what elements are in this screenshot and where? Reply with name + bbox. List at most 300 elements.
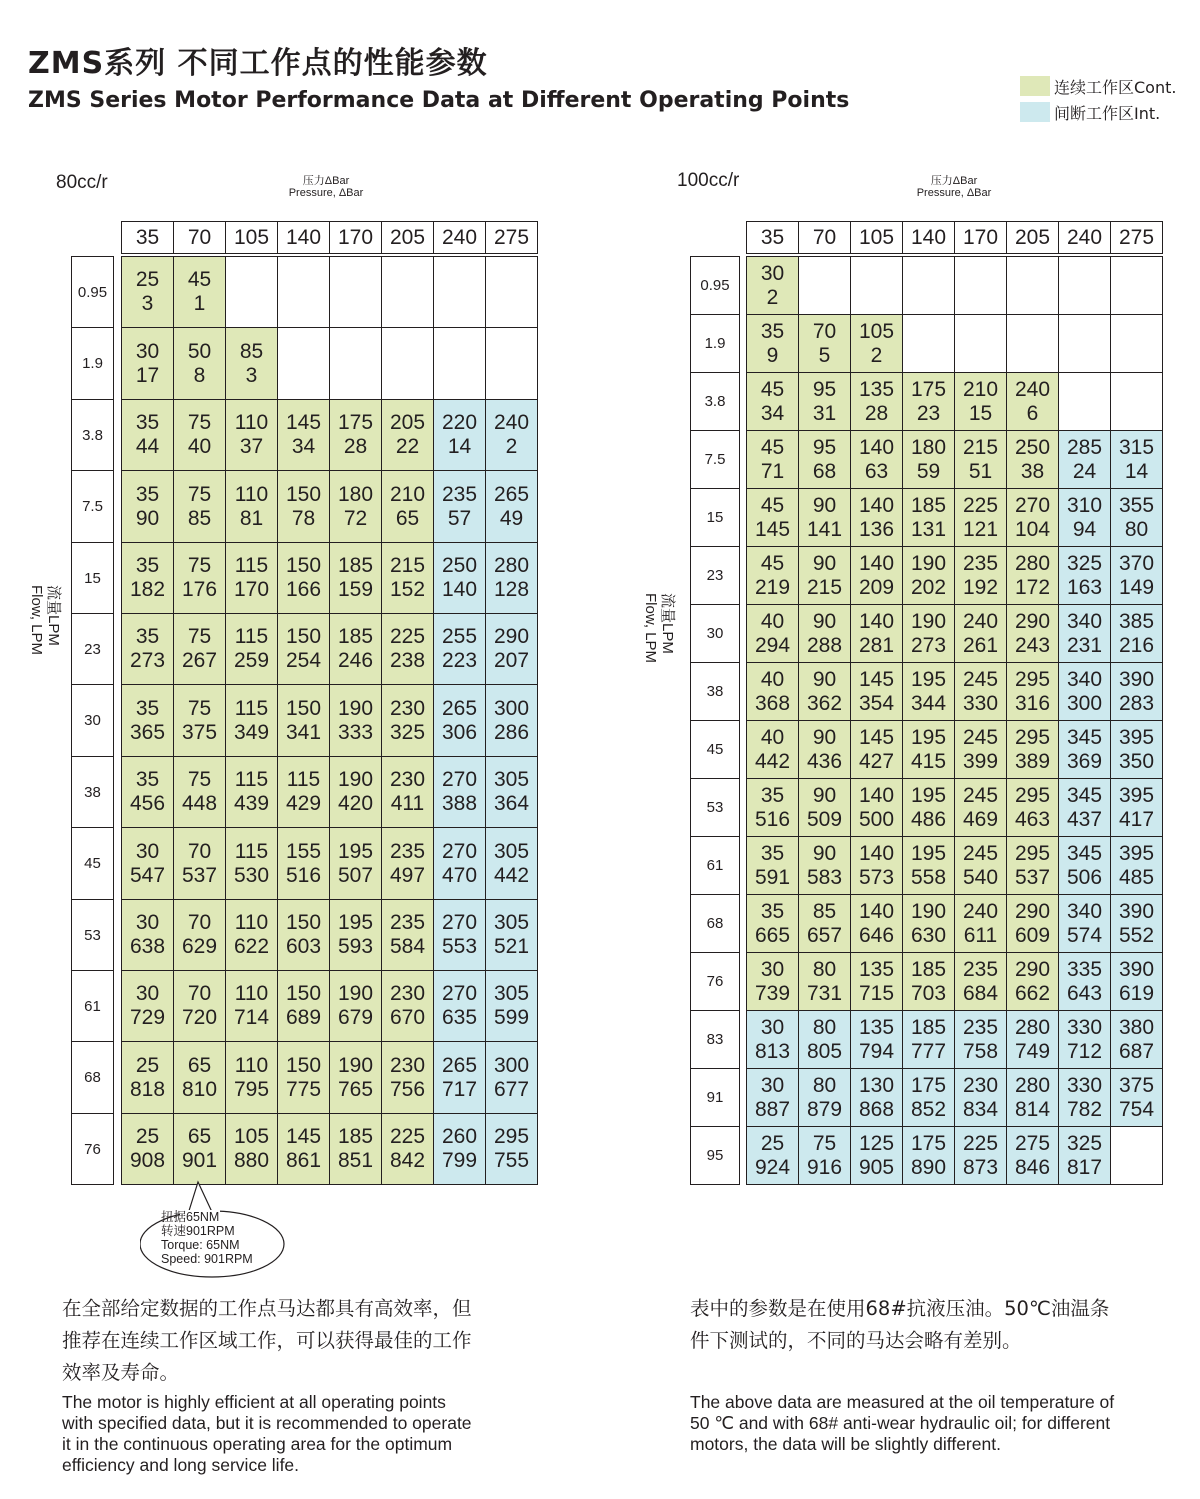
speed-value: 754 bbox=[1118, 1097, 1155, 1121]
torque-value: 150 bbox=[285, 1053, 322, 1077]
flow-row-header: 30 bbox=[690, 604, 740, 663]
operating-point-cell bbox=[1006, 1068, 1059, 1127]
torque-value: 65 bbox=[187, 1125, 212, 1148]
torque-value: 245 bbox=[962, 783, 999, 807]
torque-value: 175 bbox=[910, 1131, 947, 1155]
speed-value: 2 bbox=[505, 435, 518, 458]
torque-value: 270 bbox=[441, 982, 478, 1005]
speed-value: 537 bbox=[181, 863, 218, 887]
operating-point-cell bbox=[1110, 372, 1163, 431]
speed-value: 670 bbox=[389, 1006, 426, 1029]
torque-value: 40 bbox=[760, 725, 785, 749]
flow-row-header: 15 bbox=[690, 488, 740, 547]
speed-value: 207 bbox=[493, 649, 530, 672]
speed-value: 294 bbox=[754, 633, 791, 657]
speed-value: 286 bbox=[493, 720, 530, 744]
operating-point-cell bbox=[798, 488, 851, 547]
speed-value: 635 bbox=[441, 1006, 478, 1029]
operating-point-cell bbox=[902, 604, 955, 663]
speed-value: 415 bbox=[910, 749, 947, 773]
operating-point-cell bbox=[902, 256, 955, 315]
speed-value: 712 bbox=[1066, 1039, 1103, 1063]
operating-point-cell bbox=[381, 470, 434, 543]
torque-value: 335 bbox=[1066, 957, 1103, 981]
speed-value: 584 bbox=[389, 935, 426, 958]
torque-value: 145 bbox=[285, 1125, 322, 1148]
page-title-cn: ZMS系列 不同工作点的性能参数 bbox=[28, 46, 488, 81]
torque-value: 185 bbox=[910, 957, 947, 981]
torque-value: 35 bbox=[760, 319, 785, 343]
torque-value: 95 bbox=[812, 377, 837, 401]
speed-value: 140 bbox=[441, 578, 478, 601]
torque-value: 35 bbox=[135, 411, 160, 434]
operating-point-cell bbox=[746, 1068, 799, 1127]
speed-value: 172 bbox=[1014, 575, 1051, 599]
speed-value: 85 bbox=[187, 506, 212, 530]
speed-value: 558 bbox=[910, 865, 947, 889]
speed-value: 456 bbox=[129, 792, 166, 815]
operating-point-cell bbox=[277, 256, 330, 328]
speed-value: 643 bbox=[1066, 981, 1103, 1005]
operating-point-cell bbox=[1006, 256, 1059, 315]
speed-value: 622 bbox=[233, 935, 270, 958]
operating-point-cell bbox=[1110, 256, 1163, 315]
speed-value: 638 bbox=[129, 935, 166, 958]
callout-torque-cn: 扭据65NM bbox=[161, 1210, 220, 1224]
operating-point-cell bbox=[277, 684, 330, 757]
torque-value: 290 bbox=[1014, 609, 1051, 633]
speed-value: 521 bbox=[493, 935, 530, 958]
torque-value: 75 bbox=[187, 625, 212, 648]
torque-value: 190 bbox=[910, 551, 947, 575]
flow-row-header: 45 bbox=[690, 720, 740, 779]
torque-value: 90 bbox=[812, 667, 837, 691]
torque-value: 265 bbox=[441, 696, 478, 720]
torque-value: 220 bbox=[441, 411, 478, 434]
operating-point-cell bbox=[277, 756, 330, 828]
torque-value: 305 bbox=[493, 768, 530, 791]
operating-point-cell bbox=[902, 430, 955, 489]
speed-value: 794 bbox=[858, 1039, 895, 1063]
torque-value: 140 bbox=[858, 783, 895, 807]
speed-value: 777 bbox=[910, 1039, 947, 1063]
torque-value: 330 bbox=[1066, 1073, 1103, 1097]
torque-value: 150 bbox=[285, 482, 322, 506]
torque-value: 45 bbox=[760, 377, 785, 401]
speed-value: 219 bbox=[754, 575, 791, 599]
torque-value: 125 bbox=[858, 1131, 895, 1155]
flow-row-header: 76 bbox=[71, 1113, 114, 1185]
torque-value: 140 bbox=[858, 551, 895, 575]
torque-value: 35 bbox=[135, 554, 160, 577]
torque-value: 230 bbox=[962, 1073, 999, 1097]
speed-value: 609 bbox=[1014, 923, 1051, 947]
table-100-displacement: 100cc/r bbox=[677, 170, 740, 191]
operating-point-cell bbox=[1110, 1068, 1163, 1127]
speed-value: 209 bbox=[858, 575, 895, 599]
torque-value: 295 bbox=[1014, 667, 1051, 691]
speed-value: 141 bbox=[806, 517, 843, 541]
torque-value: 135 bbox=[858, 377, 895, 401]
operating-point-cell bbox=[1006, 662, 1059, 721]
speed-value: 924 bbox=[754, 1155, 791, 1179]
torque-value: 265 bbox=[441, 1053, 478, 1077]
torque-value: 35 bbox=[760, 783, 785, 807]
operating-point-cell bbox=[121, 542, 174, 614]
operating-point-cell bbox=[798, 1010, 851, 1069]
torque-value: 390 bbox=[1118, 899, 1155, 923]
speed-value: 905 bbox=[858, 1155, 895, 1179]
operating-point-cell bbox=[850, 604, 903, 663]
torque-value: 345 bbox=[1066, 725, 1103, 749]
operating-point-cell bbox=[485, 827, 538, 900]
callout-torque-en: Torque: 65NM bbox=[161, 1238, 240, 1252]
torque-value: 190 bbox=[337, 768, 374, 791]
operating-point-cell bbox=[329, 899, 382, 971]
speed-value: 537 bbox=[1014, 865, 1051, 889]
operating-point-cell bbox=[277, 827, 330, 900]
flow-row-header: 83 bbox=[690, 1010, 740, 1069]
operating-point-cell bbox=[1110, 314, 1163, 373]
operating-point-cell bbox=[1006, 488, 1059, 547]
torque-value: 265 bbox=[493, 482, 530, 506]
torque-value: 290 bbox=[1014, 899, 1051, 923]
torque-value: 70 bbox=[812, 319, 837, 343]
torque-value: 305 bbox=[493, 982, 530, 1005]
torque-value: 45 bbox=[187, 268, 212, 291]
operating-point-cell bbox=[485, 899, 538, 971]
speed-value: 677 bbox=[493, 1077, 530, 1101]
operating-point-cell bbox=[954, 372, 1007, 431]
torque-value: 145 bbox=[858, 667, 895, 691]
torque-value: 85 bbox=[239, 339, 264, 363]
note-right-cn bbox=[690, 1293, 1109, 1357]
speed-value: 662 bbox=[1014, 981, 1051, 1005]
legend-continuous bbox=[1020, 76, 1176, 96]
torque-value: 345 bbox=[1066, 841, 1103, 865]
speed-value: 553 bbox=[441, 935, 478, 958]
torque-value: 235 bbox=[962, 1015, 999, 1039]
pressure-header-cell: 105 bbox=[225, 221, 278, 254]
operating-point-cell bbox=[798, 952, 851, 1011]
operating-point-cell bbox=[225, 613, 278, 685]
operating-point-cell bbox=[850, 488, 903, 547]
speed-value: 679 bbox=[337, 1006, 374, 1029]
operating-point-cell bbox=[850, 720, 903, 779]
speed-value: 121 bbox=[962, 517, 999, 541]
operating-point-cell bbox=[433, 899, 486, 971]
speed-value: 756 bbox=[389, 1077, 426, 1101]
speed-value: 283 bbox=[1118, 691, 1155, 715]
torque-value: 110 bbox=[234, 982, 269, 1005]
torque-value: 90 bbox=[812, 841, 837, 865]
speed-value: 851 bbox=[337, 1149, 374, 1172]
torque-value: 370 bbox=[1118, 551, 1155, 575]
torque-value: 305 bbox=[493, 839, 530, 863]
legend-intermittent bbox=[1020, 102, 1160, 122]
torque-value: 30 bbox=[760, 261, 785, 285]
speed-value: 758 bbox=[962, 1039, 999, 1063]
speed-value: 890 bbox=[910, 1155, 947, 1179]
operating-point-cell bbox=[381, 327, 434, 400]
pressure-header-cell: 275 bbox=[1110, 221, 1163, 254]
flow-row-header: 95 bbox=[690, 1126, 740, 1185]
note-left-cn-line: 推荐在连续工作区域工作，可以获得最佳的工作 bbox=[62, 1329, 472, 1352]
torque-value: 25 bbox=[135, 268, 160, 291]
operating-point-cell bbox=[329, 1113, 382, 1185]
operating-point-cell bbox=[485, 684, 538, 757]
torque-value: 295 bbox=[493, 1125, 530, 1148]
torque-value: 395 bbox=[1118, 725, 1155, 749]
speed-value: 38 bbox=[1020, 459, 1045, 483]
speed-value: 104 bbox=[1014, 517, 1051, 541]
operating-point-cell bbox=[850, 256, 903, 315]
flow-row-header: 76 bbox=[690, 952, 740, 1011]
operating-point-cell bbox=[746, 488, 799, 547]
torque-value: 235 bbox=[389, 839, 426, 863]
operating-point-cell bbox=[381, 756, 434, 828]
operating-point-cell bbox=[225, 256, 278, 328]
torque-value: 225 bbox=[389, 625, 426, 648]
speed-value: 300 bbox=[1066, 691, 1103, 715]
torque-value: 230 bbox=[389, 1053, 426, 1077]
pressure-header-cell: 205 bbox=[381, 221, 434, 254]
torque-value: 45 bbox=[760, 435, 785, 459]
torque-value: 315 bbox=[1118, 435, 1155, 459]
speed-value: 215 bbox=[806, 575, 843, 599]
speed-value: 333 bbox=[337, 720, 374, 744]
operating-point-cell bbox=[1058, 778, 1111, 837]
note-right-en-line: 50 ℃ and with 68# anti-wear hydraulic oil; for different bbox=[690, 1413, 1111, 1433]
torque-value: 145 bbox=[285, 411, 322, 434]
operating-point-cell bbox=[173, 327, 226, 400]
speed-value: 31 bbox=[812, 401, 837, 425]
operating-point-cell bbox=[381, 1041, 434, 1114]
speed-value: 192 bbox=[962, 575, 999, 599]
speed-value: 349 bbox=[233, 720, 270, 744]
operating-point-cell bbox=[902, 488, 955, 547]
flow-row-header: 91 bbox=[690, 1068, 740, 1127]
torque-value: 130 bbox=[858, 1073, 895, 1097]
operating-point-cell bbox=[225, 1041, 278, 1114]
flow-row-header: 7.5 bbox=[690, 430, 740, 489]
torque-value: 140 bbox=[858, 493, 895, 517]
page-title-en: ZMS Series Motor Performance Data at Different Operating Points bbox=[28, 88, 850, 113]
operating-point-cell bbox=[954, 546, 1007, 605]
torque-value: 190 bbox=[337, 696, 374, 720]
torque-value: 150 bbox=[285, 911, 322, 934]
torque-value: 155 bbox=[285, 839, 322, 863]
operating-point-cell bbox=[1110, 430, 1163, 489]
speed-value: 500 bbox=[858, 807, 895, 831]
speed-value: 1 bbox=[193, 292, 206, 315]
callout-speed-cn: 转速901RPM bbox=[161, 1224, 235, 1238]
flow-label-cn: 流量LPM bbox=[45, 585, 62, 646]
speed-value: 657 bbox=[806, 923, 843, 947]
operating-point-cell bbox=[850, 836, 903, 895]
torque-value: 280 bbox=[493, 554, 530, 577]
pressure-header-cell: 275 bbox=[485, 221, 538, 254]
legend-intermittent-swatch bbox=[1020, 102, 1050, 122]
speed-value: 755 bbox=[493, 1149, 530, 1172]
speed-value: 552 bbox=[1118, 923, 1155, 947]
speed-value: 90 bbox=[135, 506, 160, 530]
operating-point-cell bbox=[485, 1113, 538, 1185]
speed-value: 170 bbox=[233, 578, 270, 601]
operating-point-cell bbox=[850, 546, 903, 605]
torque-value: 150 bbox=[285, 625, 322, 648]
speed-value: 437 bbox=[1066, 807, 1103, 831]
speed-value: 485 bbox=[1118, 865, 1155, 889]
speed-value: 40 bbox=[187, 435, 212, 458]
torque-value: 310 bbox=[1066, 493, 1103, 517]
torque-value: 90 bbox=[812, 551, 837, 575]
pressure-header-cell: 205 bbox=[1006, 221, 1059, 254]
speed-value: 267 bbox=[181, 649, 218, 672]
torque-value: 25 bbox=[135, 1053, 160, 1077]
speed-value: 59 bbox=[916, 459, 941, 483]
operating-point-cell bbox=[485, 327, 538, 400]
speed-value: 593 bbox=[337, 935, 374, 958]
torque-value: 110 bbox=[234, 411, 269, 434]
flow-row-header: 3.8 bbox=[71, 399, 114, 471]
torque-value: 270 bbox=[1014, 493, 1051, 517]
note-right-en-line: motors, the data will be slightly different. bbox=[690, 1434, 1001, 1454]
operating-point-cell bbox=[1058, 604, 1111, 663]
operating-point-cell bbox=[1110, 952, 1163, 1011]
speed-value: 362 bbox=[806, 691, 843, 715]
operating-point-cell bbox=[850, 952, 903, 1011]
torque-value: 30 bbox=[135, 911, 160, 934]
operating-point-cell bbox=[1110, 488, 1163, 547]
torque-value: 185 bbox=[337, 625, 374, 648]
table-100-flow-label bbox=[642, 593, 676, 663]
operating-point-cell bbox=[1110, 778, 1163, 837]
speed-value: 2 bbox=[870, 343, 883, 367]
torque-value: 180 bbox=[337, 482, 374, 506]
speed-value: 159 bbox=[337, 578, 374, 601]
speed-value: 583 bbox=[806, 865, 843, 889]
torque-value: 395 bbox=[1118, 783, 1155, 807]
torque-value: 235 bbox=[389, 911, 426, 934]
operating-point-cell bbox=[225, 684, 278, 757]
operating-point-cell bbox=[746, 720, 799, 779]
torque-value: 190 bbox=[337, 1053, 374, 1077]
speed-value: 817 bbox=[1066, 1155, 1103, 1179]
speed-value: 901 bbox=[181, 1149, 218, 1172]
torque-value: 325 bbox=[1066, 551, 1103, 575]
operating-point-cell bbox=[485, 970, 538, 1042]
speed-value: 365 bbox=[129, 720, 166, 744]
operating-point-cell bbox=[746, 546, 799, 605]
operating-point-cell bbox=[1006, 836, 1059, 895]
speed-value: 497 bbox=[389, 863, 426, 887]
pressure-header-cell: 240 bbox=[433, 221, 486, 254]
operating-point-cell bbox=[954, 1126, 1007, 1185]
torque-value: 240 bbox=[962, 899, 999, 923]
torque-value: 205 bbox=[389, 411, 426, 434]
operating-point-cell bbox=[485, 542, 538, 614]
operating-point-cell bbox=[225, 970, 278, 1042]
speed-value: 81 bbox=[239, 506, 264, 530]
torque-value: 250 bbox=[1014, 435, 1051, 459]
speed-value: 442 bbox=[493, 863, 530, 887]
operating-point-cell bbox=[746, 894, 799, 953]
operating-point-cell bbox=[902, 1126, 955, 1185]
speed-value: 879 bbox=[806, 1097, 843, 1121]
note-left-en-line: with specified data, but it is recommended to operate bbox=[62, 1413, 472, 1433]
torque-value: 345 bbox=[1066, 783, 1103, 807]
operating-point-cell bbox=[433, 399, 486, 471]
flow-row-header: 1.9 bbox=[71, 327, 114, 400]
speed-value: 749 bbox=[1014, 1039, 1051, 1063]
operating-point-cell bbox=[1006, 314, 1059, 373]
table-80-displacement: 80cc/r bbox=[56, 172, 108, 193]
operating-point-cell bbox=[381, 1113, 434, 1185]
pressure-header-cell: 140 bbox=[902, 221, 955, 254]
speed-value: 739 bbox=[754, 981, 791, 1005]
table-80-pressure-label bbox=[246, 175, 406, 199]
operating-point-cell bbox=[329, 327, 382, 400]
operating-point-cell bbox=[433, 613, 486, 685]
speed-value: 9 bbox=[766, 343, 779, 367]
speed-value: 868 bbox=[858, 1097, 895, 1121]
speed-value: 846 bbox=[1014, 1155, 1051, 1179]
speed-value: 49 bbox=[499, 506, 524, 530]
torque-value: 75 bbox=[812, 1131, 837, 1155]
speed-value: 136 bbox=[858, 517, 895, 541]
operating-point-cell bbox=[173, 542, 226, 614]
speed-value: 775 bbox=[285, 1077, 322, 1101]
operating-point-cell bbox=[798, 372, 851, 431]
operating-point-cell bbox=[1058, 1068, 1111, 1127]
speed-value: 3 bbox=[141, 292, 154, 315]
operating-point-cell bbox=[954, 894, 1007, 953]
operating-point-cell bbox=[1110, 836, 1163, 895]
operating-point-cell bbox=[850, 372, 903, 431]
operating-point-cell bbox=[173, 470, 226, 543]
operating-point-cell bbox=[1006, 720, 1059, 779]
note-left-en-line: efficiency and long service life. bbox=[62, 1455, 300, 1475]
operating-point-cell bbox=[1006, 952, 1059, 1011]
operating-point-cell bbox=[173, 399, 226, 471]
operating-point-cell bbox=[954, 430, 1007, 489]
speed-value: 516 bbox=[285, 863, 322, 887]
flow-row-header: 15 bbox=[71, 542, 114, 614]
speed-value: 375 bbox=[181, 720, 218, 744]
flow-row-header: 53 bbox=[690, 778, 740, 837]
speed-value: 94 bbox=[1072, 517, 1097, 541]
torque-value: 30 bbox=[760, 1073, 785, 1097]
operating-point-cell bbox=[1006, 894, 1059, 953]
operating-point-cell bbox=[1058, 662, 1111, 721]
speed-value: 44 bbox=[135, 435, 160, 458]
torque-value: 115 bbox=[234, 625, 269, 648]
operating-point-cell bbox=[902, 546, 955, 605]
torque-value: 235 bbox=[441, 482, 478, 506]
speed-value: 281 bbox=[858, 633, 895, 657]
operating-point-cell bbox=[381, 542, 434, 614]
torque-value: 75 bbox=[187, 554, 212, 577]
operating-point-cell bbox=[746, 430, 799, 489]
speed-value: 530 bbox=[233, 863, 270, 887]
operating-point-cell bbox=[485, 470, 538, 543]
operating-point-cell bbox=[329, 756, 382, 828]
operating-point-cell bbox=[1006, 1010, 1059, 1069]
torque-value: 115 bbox=[234, 839, 269, 863]
pressure-label-cn: 压力ΔBar bbox=[302, 175, 350, 187]
operating-point-cell bbox=[173, 613, 226, 685]
